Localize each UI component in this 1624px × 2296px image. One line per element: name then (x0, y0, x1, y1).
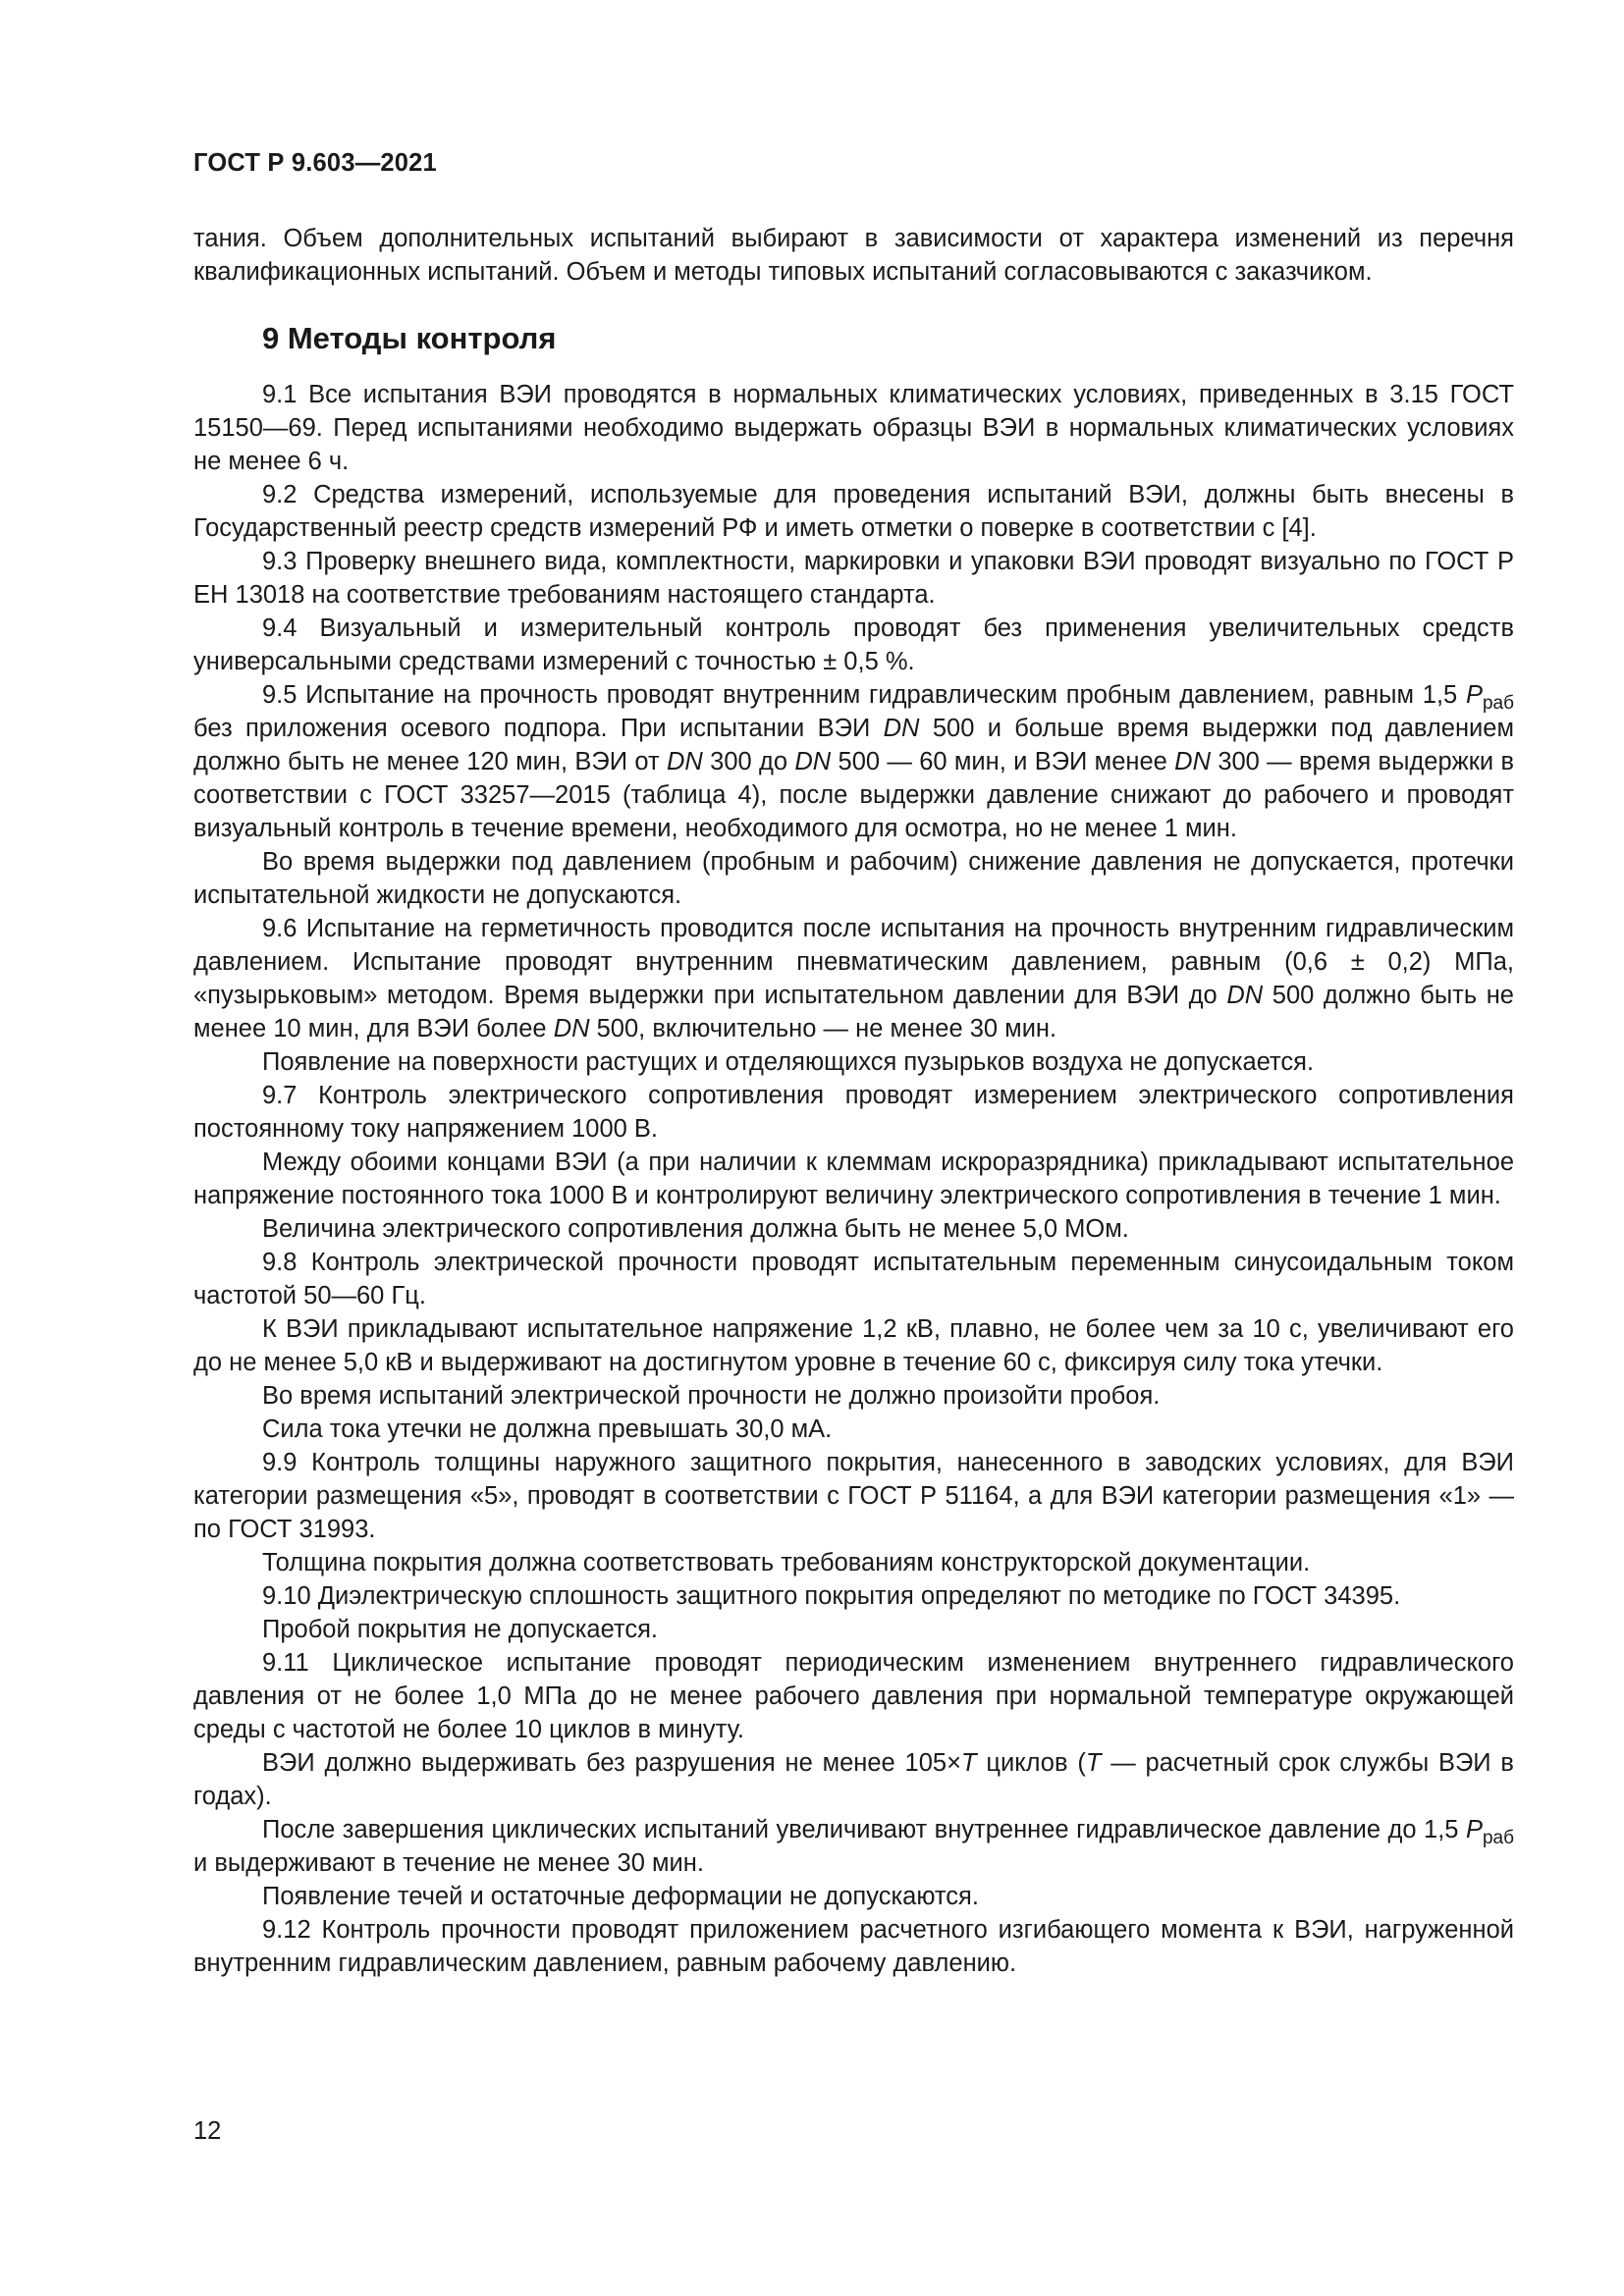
paragraph-9-8-voltage: К ВЭИ прикладывают испытательное напряжение 1,2 кВ, плавно, не более чем за 10 с, увеличивают его до не менее 5,0 кВ и выдерживают на достигнутом уровне в течение 60 с, фиксируя силу тока утечки. (193, 1315, 1514, 1376)
paragraph-9-7-voltage: Между обоими концами ВЭИ (а при наличии к клеммам искроразрядника) прикладывают испытательное напряжение постоянного тока 1000 В и контролируют величину электрического сопротивления в течение 1 мин. (193, 1148, 1514, 1209)
section-title: 9 Методы контроля (262, 321, 557, 355)
paragraph-9-11: 9.11 Циклическое испытание проводят периодическим изменением внутреннего гидравлического давления от не более 1,0 МПа до не менее рабочего давления при нормальной температуре окружающей среды с частотой не более 10 циклов в минуту. (193, 1649, 1514, 1743)
paragraph-bubbles: Появление на поверхности растущих и отделяющихся пузырьков воздуха не допускается. (262, 1048, 1315, 1076)
paragraph-9-8: 9.8 Контроль электрической прочности проводят испытательным переменным синусоидальным током частотой 50—60 Гц. (193, 1249, 1514, 1309)
paragraph-9-11-after: После завершения циклических испытаний увеличивают внутреннее гидравлическое давление до 1,5 $P_{раб}$ и выдерживают в течение не менее 30 мин. (193, 1816, 1514, 1877)
paragraph-9-9: 9.9 Контроль толщины наружного защитного покрытия, нанесенного в заводских условиях, для ВЭИ категории размещения «5», проводят в соответствии с ГОСТ Р 51164, а для ВЭИ категории размещения «1» — по ГОСТ 31993. (193, 1449, 1514, 1543)
page-number: 12 (193, 2117, 222, 2145)
paragraph-9-1: 9.1 Все испытания ВЭИ проводятся в нормальных климатических условиях, приведенных в 3.15 ГОСТ 15150—69. Перед испытаниями необходимо выдержать образцы ВЭИ в нормальных климатических условиях не менее 6 ч. (193, 381, 1514, 475)
paragraph-9-6: 9.6 Испытание на герметичность проводится после испытания на прочность внутренним гидравлическим давлением. Испытание проводят внутренним пневматическим давлением, равным (0,6 ± 0,2) МПа, «пузырьковым» методом. Время выдержки при испытательном давлении для ВЭИ до DN 500 должно быть не менее 10 мин, для ВЭИ более DN 500, включительно — не менее 30 мин. (193, 915, 1514, 1042)
paragraph-9-9-thickness: Толщина покрытия должна соответствовать требованиям конструкторской документации. (262, 1549, 1311, 1576)
paragraph-9-11-deformation: Появление течей и остаточные деформации не допускаются. (262, 1883, 979, 1910)
paragraph-9-7: 9.7 Контроль электрического сопротивления проводят измерением электрического сопротивления постоянному току напряжением 1000 В. (193, 1082, 1514, 1143)
paragraph-9-2: 9.2 Средства измерений, используемые для проведения испытаний ВЭИ, должны быть внесены в Государственный реестр средств измерений РФ и иметь отметки о поверке в соответствии с [4]. (193, 481, 1514, 542)
document-code-header: ГОСТ Р 9.603—2021 (193, 149, 437, 177)
paragraph-9-8-breakdown: Во время испытаний электрической прочности не должно произойти пробоя. (262, 1382, 1161, 1410)
paragraph-9-5: 9.5 Испытание на прочность проводят внутренним гидравлическим пробным давлением, равным 1,5 $P_{раб}$ без приложения осевого подпора. При испытании ВЭИ DN 500 и больше время выдержки под давлением должно быть не менее 120 мин, ВЭИ от DN 300 до DN 500 — 60 мин, и ВЭИ менее DN 300 — время выдержки в соответствии с ГОСТ 33257—2015 (таблица 4), после выдержки давление снижают до рабочего и проводят визуальный контроль в течение времени, необходимого для осмотра, но не менее 1 мин. (193, 681, 1514, 842)
page-content (193, 222, 1514, 1980)
paragraph-9-10: 9.10 Диэлектрическую сплошность защитного покрытия определяют по методике по ГОСТ 34395. (262, 1582, 1401, 1610)
intro-paragraph: тания. Объем дополнительных испытаний выбирают в зависимости от характера изменений из перечня квалификационных испытаний. Объем и методы типовых испытаний согласовываются с заказчиком. (193, 225, 1514, 286)
paragraph-9-10-breakdown: Пробой покрытия не допускается. (262, 1616, 658, 1643)
paragraph-9-5-note: Во время выдержки под давлением (пробным и рабочим) снижение давления не допускается, протечки испытательной жидкости не допускаются. (193, 848, 1514, 909)
paragraph-9-3: 9.3 Проверку внешнего вида, комплектности, маркировки и упаковки ВЭИ проводят визуально по ГОСТ Р ЕН 13018 на соответствие требованиям настоящего стандарта. (193, 548, 1514, 609)
paragraph-9-4: 9.4 Визуальный и измерительный контроль проводят без применения увеличительных средств универсальными средствами измерений с точностью ± 0,5 %. (193, 614, 1514, 675)
paragraph-9-11-cycles: ВЭИ должно выдерживать без разрушения не менее 105×T циклов (T — расчетный срок службы ВЭИ в годах). (193, 1749, 1514, 1810)
paragraph-9-7-resistance: Величина электрического сопротивления должна быть не менее 5,0 МОм. (262, 1215, 1129, 1243)
paragraph-9-8-leakage: Сила тока утечки не должна превышать 30,0 мА. (262, 1415, 833, 1443)
paragraph-9-12: 9.12 Контроль прочности проводят приложением расчетного изгибающего момента к ВЭИ, нагруженной внутренним гидравлическим давлением, равным рабочему давлению. (193, 1916, 1514, 1977)
